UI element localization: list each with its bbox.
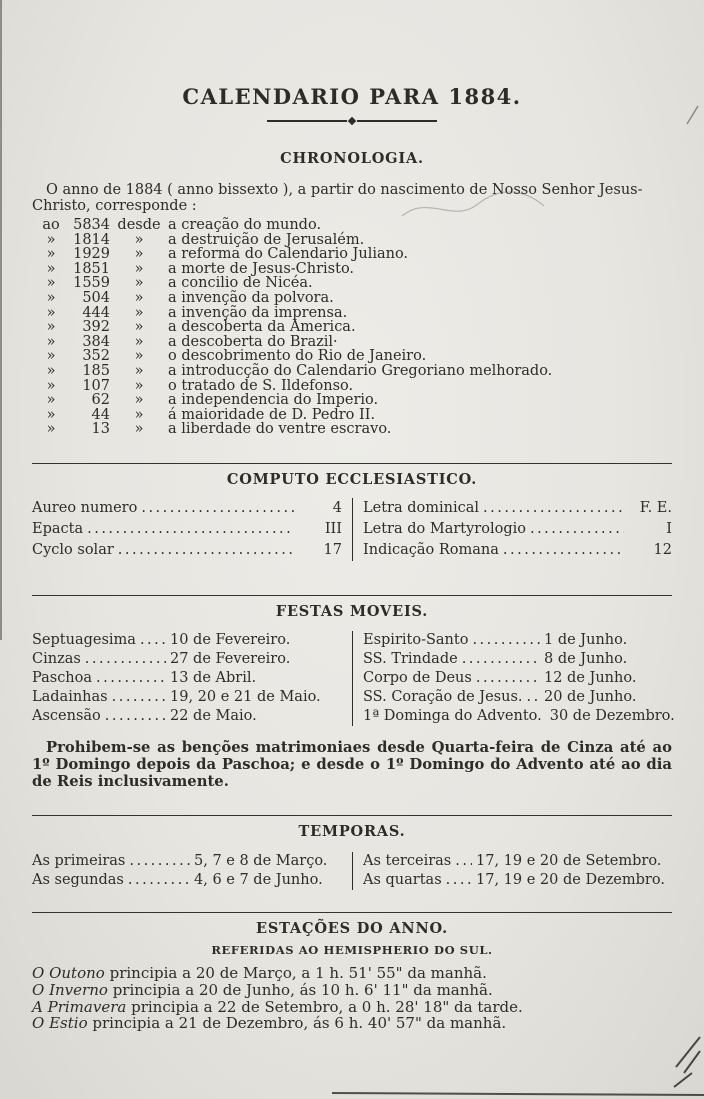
festas-row xyxy=(363,669,672,688)
row-text: a creação do mundo. xyxy=(168,217,322,233)
festas-row xyxy=(32,669,342,688)
dot-leader xyxy=(129,852,190,871)
temporas-label: As terceiras xyxy=(363,852,452,869)
chronology-row xyxy=(38,276,672,291)
row-year: 444 xyxy=(82,304,110,321)
festas-label: Septuagesima xyxy=(32,631,136,648)
computo-left-column xyxy=(32,498,352,561)
dot-leader xyxy=(87,519,294,540)
dot-leader xyxy=(503,540,624,561)
computo-value: F. E. xyxy=(639,499,672,516)
row-prefix: » xyxy=(46,246,56,263)
intro-line-1: O anno de 1884 ( anno bissexto ), a partir do nascimento de Nosso Senhor Jesus- xyxy=(46,182,643,198)
row-mark: desde xyxy=(117,217,161,233)
festas-row xyxy=(363,707,675,726)
festas-label: 1ª Dominga do Advento. xyxy=(363,707,542,724)
computo-row xyxy=(363,519,672,540)
row-text: a independencia do Imperio. xyxy=(168,392,379,409)
chronology-row xyxy=(38,364,672,379)
marriage-prohibition-note: Prohibem-se as benções matrimoniaes desde Quarta-feira de Cinza até ao 1º Domingo depois da Paschoa; e desde o 1º Domingo do Advento até ao dia de Reis inclusivamente. xyxy=(32,738,672,790)
row-prefix: » xyxy=(46,362,56,379)
row-year: 392 xyxy=(82,319,110,336)
row-year: 185 xyxy=(82,362,110,379)
row-mark: » xyxy=(134,406,144,423)
corner-scribble-artifact xyxy=(656,1033,702,1089)
section-chronologia xyxy=(32,150,672,437)
computo-label: Epacta xyxy=(32,520,84,537)
ornament-line xyxy=(357,120,437,122)
dot-leader xyxy=(455,852,472,871)
row-text: a concilio de Nicéa. xyxy=(168,275,313,292)
row-text: o descobrimento do Rio de Janeiro. xyxy=(168,348,427,365)
season-article: O xyxy=(32,980,45,999)
festas-date: 19, 20 e 21 de Maio. xyxy=(170,688,321,705)
temporas-right-column xyxy=(352,852,672,890)
ornament-line xyxy=(267,120,347,122)
row-text: a destruição de Jerusalém. xyxy=(168,231,365,248)
chronology-row xyxy=(38,379,672,394)
title-ornament xyxy=(267,118,437,124)
festas-row xyxy=(32,650,342,669)
row-mark: » xyxy=(134,289,144,306)
festas-label: Ladainhas xyxy=(32,688,108,705)
chronology-row xyxy=(38,262,672,277)
temporas-label: As quartas xyxy=(363,871,442,888)
row-year: 5834 xyxy=(73,217,110,233)
dot-leader xyxy=(112,688,166,707)
row-prefix: » xyxy=(46,392,56,409)
festas-row xyxy=(32,707,342,726)
page-title: CALENDARIO PARA 1884. xyxy=(182,84,522,109)
row-text: a reforma do Calendario Juliano. xyxy=(168,246,409,263)
row-text: a descoberta do Brazil· xyxy=(168,333,338,350)
row-mark: » xyxy=(134,231,144,248)
row-text: á maioridade de D. Pedro II. xyxy=(168,406,376,423)
estacoes-heading: ESTAÇÕES DO ANNO. xyxy=(256,919,448,937)
row-year: 62 xyxy=(91,392,110,409)
dot-leader xyxy=(140,631,166,650)
computo-label: Indicação Romana xyxy=(363,541,499,558)
temporas-row xyxy=(363,852,672,871)
festas-date: 13 de Abril. xyxy=(170,669,257,686)
computo-value: 4 xyxy=(332,499,342,516)
row-mark: » xyxy=(134,319,144,336)
chronology-row xyxy=(38,247,672,262)
season-row xyxy=(32,999,672,1016)
chronology-row xyxy=(38,408,672,423)
row-text: a invenção da polvora. xyxy=(168,289,334,306)
chronology-row xyxy=(38,233,672,248)
computo-value: III xyxy=(324,520,342,537)
section-divider xyxy=(32,815,672,816)
row-text: a liberdade do ventre escravo. xyxy=(168,421,392,438)
row-year: 44 xyxy=(91,406,110,423)
row-prefix: » xyxy=(46,231,56,248)
row-prefix: » xyxy=(46,377,56,394)
festas-label: Ascensão xyxy=(32,707,101,724)
dot-leader xyxy=(527,688,540,707)
pencil-squiggle-artifact xyxy=(398,186,548,230)
section-computo xyxy=(32,471,672,561)
season-row xyxy=(32,1015,672,1032)
computo-table xyxy=(32,498,672,561)
chronology-row xyxy=(38,320,672,335)
dot-leader xyxy=(96,669,166,688)
chronology-row xyxy=(38,291,672,306)
row-year: 384 xyxy=(82,333,110,350)
dot-leader xyxy=(476,669,540,688)
estacoes-subheading: REFERIDAS AO HEMISPHERIO DO SUL. xyxy=(211,942,493,957)
season-detail: principia a 20 de Março, a 1 h. 51' 55" da manhã. xyxy=(109,963,487,982)
dot-leader xyxy=(118,540,294,561)
temporas-label: As segundas xyxy=(32,871,124,888)
computo-row xyxy=(32,540,342,561)
row-text: a descoberta da America. xyxy=(168,319,356,336)
festas-date: 8 de Junho. xyxy=(544,650,628,667)
row-text: a morte de Jesus-Christo. xyxy=(168,260,355,277)
temporas-label: As primeiras xyxy=(32,852,126,869)
festas-date: 22 de Maio. xyxy=(170,707,257,724)
row-mark: » xyxy=(134,392,144,409)
computo-label: Cyclo solar xyxy=(32,541,114,558)
section-divider xyxy=(32,595,672,596)
row-prefix: » xyxy=(46,319,56,336)
chronologia-intro xyxy=(32,183,672,214)
computo-label: Letra do Martyrologio xyxy=(363,520,526,537)
row-year: 1851 xyxy=(73,260,110,277)
season-detail: principia a 21 de Dezembro, ás 6 h. 40' 57" da manhã. xyxy=(92,1014,507,1033)
festas-label: Paschoa xyxy=(32,669,93,686)
season-article: A xyxy=(32,997,43,1016)
computo-value: 17 xyxy=(323,541,342,558)
computo-heading: COMPUTO ECCLESIASTICO. xyxy=(226,470,478,488)
festas-label: Corpo de Deus xyxy=(363,669,472,686)
festas-label: SS. Trindade xyxy=(363,650,458,667)
temporas-date: 4, 6 e 7 de Junho. xyxy=(194,871,323,888)
temporas-heading: TEMPORAS. xyxy=(298,822,406,840)
row-mark: » xyxy=(134,246,144,263)
row-year: 1929 xyxy=(73,246,110,263)
computo-value: 12 xyxy=(653,541,672,558)
temporas-date: 17, 19 e 20 de Setembro. xyxy=(476,852,662,869)
festas-label: Espirito-Santo xyxy=(363,631,469,648)
computo-row xyxy=(32,498,342,519)
row-year: 1559 xyxy=(73,275,110,292)
scan-edge-artifact xyxy=(332,1092,704,1096)
chronology-row xyxy=(38,422,672,437)
temporas-row xyxy=(363,871,672,890)
row-prefix: » xyxy=(46,304,56,321)
row-mark: » xyxy=(134,275,144,292)
dot-leader xyxy=(128,871,190,890)
festas-table xyxy=(32,631,675,726)
section-divider xyxy=(32,463,672,464)
row-text: o tratado de S. Ildefonso. xyxy=(168,377,354,394)
row-prefix: » xyxy=(46,348,56,365)
festas-row xyxy=(363,688,672,707)
section-estacoes xyxy=(32,920,672,1032)
dot-leader xyxy=(462,650,540,669)
season-name: Outono xyxy=(49,963,105,982)
row-mark: » xyxy=(134,421,144,438)
computo-row xyxy=(32,519,342,540)
chronologia-heading: CHRONOLOGIA. xyxy=(280,150,424,167)
dot-leader xyxy=(85,650,166,669)
computo-value: I xyxy=(666,520,672,537)
dot-leader xyxy=(141,498,294,519)
dot-leader xyxy=(446,871,472,890)
season-article: O xyxy=(32,963,45,982)
ornament-diamond-icon xyxy=(348,117,356,125)
row-mark: » xyxy=(134,260,144,277)
section-divider xyxy=(32,912,672,913)
chronology-row xyxy=(38,335,672,350)
festas-date: 27 de Fevereiro. xyxy=(170,650,291,667)
festas-row xyxy=(363,650,672,669)
dot-leader xyxy=(530,519,624,540)
computo-label: Letra dominical xyxy=(363,499,479,516)
row-prefix: » xyxy=(46,421,56,438)
row-mark: » xyxy=(134,304,144,321)
dot-leader xyxy=(105,707,166,726)
festas-date: 1 de Junho. xyxy=(544,631,628,648)
season-article: O xyxy=(32,1014,45,1033)
chronology-list xyxy=(38,218,672,437)
temporas-left-column xyxy=(32,852,352,890)
computo-row xyxy=(363,540,672,561)
computo-row xyxy=(363,498,672,519)
festas-row xyxy=(32,688,342,707)
temporas-date: 17, 19 e 20 de Dezembro. xyxy=(476,871,665,888)
row-prefix: » xyxy=(46,289,56,306)
scan-mark-artifact xyxy=(684,104,700,126)
row-year: 504 xyxy=(82,289,110,306)
row-mark: » xyxy=(134,348,144,365)
chronology-row xyxy=(38,306,672,321)
row-year: 107 xyxy=(82,377,110,394)
festas-date: 20 de Junho. xyxy=(544,688,637,705)
festas-date: 12 de Junho. xyxy=(544,669,637,686)
season-row xyxy=(32,965,672,982)
season-detail: principia a 22 de Setembro, a 0 h. 28' 18" da tarde. xyxy=(131,997,523,1016)
row-mark: » xyxy=(134,377,144,394)
festas-date: 30 de Dezembro. xyxy=(549,707,675,724)
festas-label: Cinzas xyxy=(32,650,81,667)
temporas-table xyxy=(32,852,672,890)
row-prefix: » xyxy=(46,406,56,423)
season-row xyxy=(32,982,672,999)
chronology-row xyxy=(38,393,672,408)
row-year: 13 xyxy=(91,421,110,438)
row-text: a invenção da imprensa. xyxy=(168,304,348,321)
row-mark: » xyxy=(134,362,144,379)
row-text: a introducção do Calendario Gregoriano melhorado. xyxy=(168,362,553,379)
scan-edge-artifact xyxy=(0,0,2,640)
festas-row xyxy=(363,631,672,650)
temporas-date: 5, 7 e 8 de Março. xyxy=(194,852,328,869)
row-prefix: » xyxy=(46,260,56,277)
computo-right-column xyxy=(352,498,672,561)
chronology-row xyxy=(38,349,672,364)
temporas-row xyxy=(32,852,342,871)
row-mark: » xyxy=(134,333,144,350)
festas-heading: FESTAS MOVEIS. xyxy=(275,602,429,620)
season-name: Primavera xyxy=(47,997,127,1016)
festas-label: SS. Coração de Jesus. xyxy=(363,688,523,705)
computo-label: Aureo numero xyxy=(32,499,138,516)
festas-row xyxy=(32,631,342,650)
dot-leader xyxy=(472,631,540,650)
dot-leader xyxy=(483,498,624,519)
chronology-row xyxy=(38,218,672,233)
temporas-row xyxy=(32,871,342,890)
section-temporas xyxy=(32,823,672,890)
row-year: 1814 xyxy=(73,231,110,248)
row-prefix: ao xyxy=(42,217,60,233)
season-detail: principia a 20 de Junho, ás 10 h. 6' 11" da manhã. xyxy=(112,980,493,999)
festas-right-column xyxy=(352,631,675,726)
row-year: 352 xyxy=(82,348,110,365)
section-festas xyxy=(32,602,675,790)
intro-line-2: Christo, corresponde : xyxy=(32,197,197,214)
season-name: Estio xyxy=(49,1014,88,1033)
festas-left-column xyxy=(32,631,352,726)
row-prefix: » xyxy=(46,333,56,350)
row-prefix: » xyxy=(46,275,56,292)
seasons-list xyxy=(32,965,672,1032)
festas-date: 10 de Fevereiro. xyxy=(170,631,291,648)
season-name: Inverno xyxy=(49,980,108,999)
